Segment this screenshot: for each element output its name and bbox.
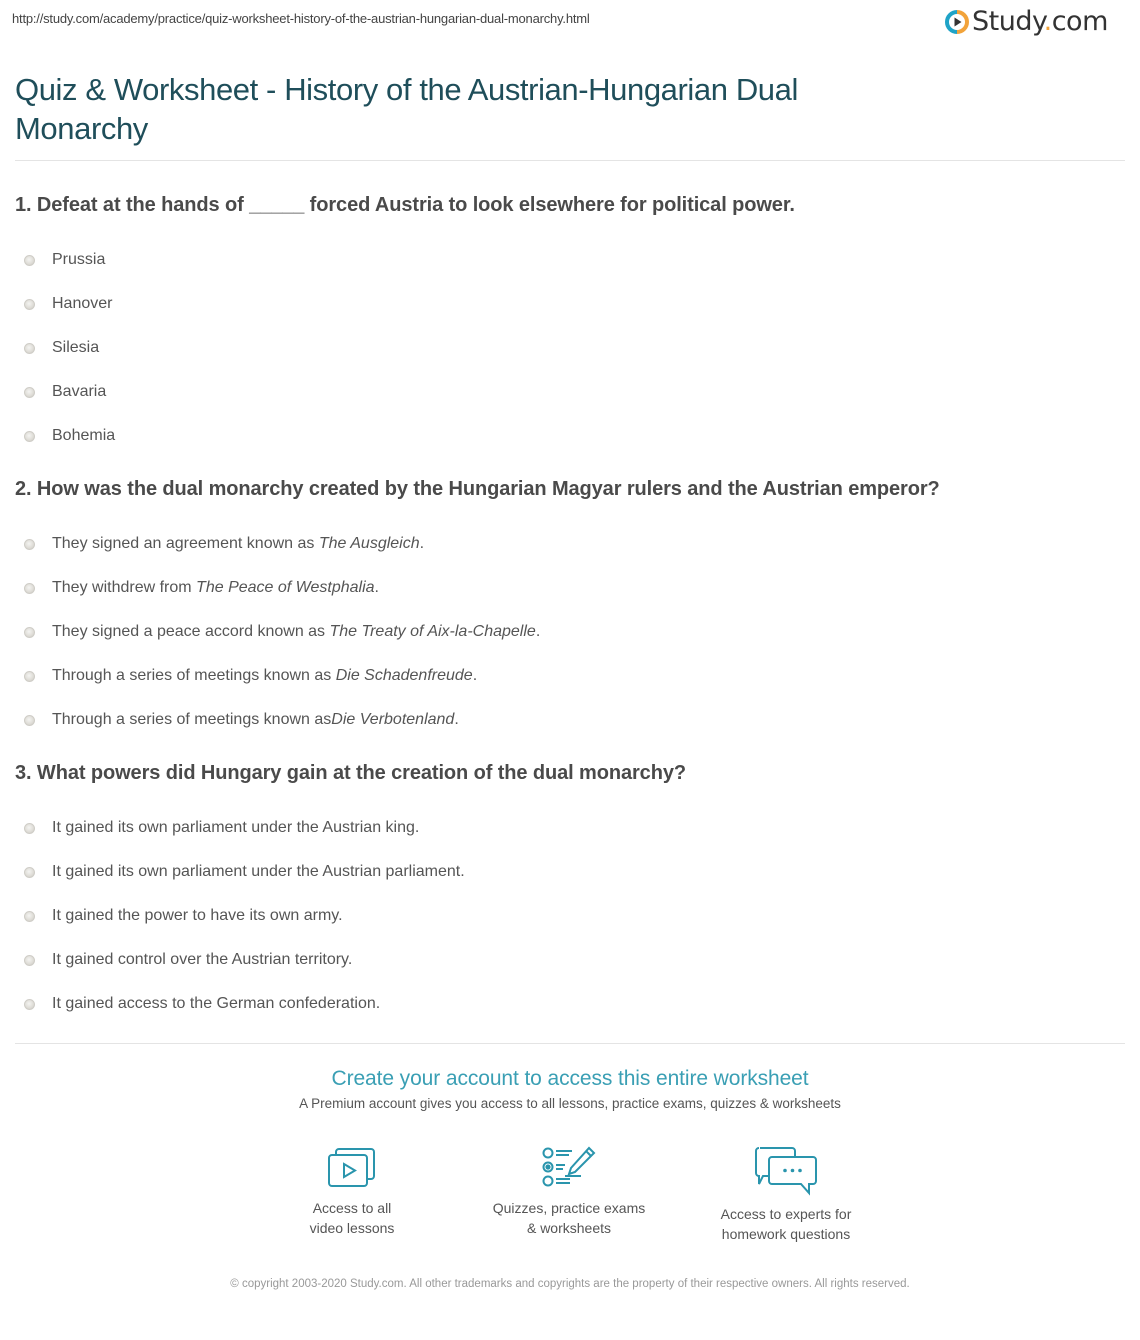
answer-option[interactable] xyxy=(15,414,1125,458)
answer-option[interactable] xyxy=(15,238,1125,282)
radio-button-icon[interactable] xyxy=(24,387,35,398)
radio-button-icon[interactable] xyxy=(24,343,35,354)
chat-bubbles-icon xyxy=(754,1146,818,1196)
answer-options xyxy=(15,522,1125,742)
radio-button-icon[interactable] xyxy=(24,627,35,638)
feature-video-lessons xyxy=(252,1146,452,1238)
play-circle-icon xyxy=(944,9,970,35)
option-label: They signed a peace accord known as The Treaty of Aix-la-Chapelle. xyxy=(52,623,541,640)
option-label: It gained control over the Austrian territory. xyxy=(52,951,353,968)
feature-experts xyxy=(686,1146,886,1244)
option-label: Through a series of meetings known as Die Schadenfreude. xyxy=(52,667,478,684)
page-url: http://study.com/academy/practice/quiz-worksheet-history-of-the-austrian-hungarian-dual-monarchy.html xyxy=(12,11,590,26)
video-lessons-icon xyxy=(326,1146,378,1190)
radio-button-icon[interactable] xyxy=(24,911,35,922)
answer-option[interactable] xyxy=(15,370,1125,414)
feature-label: Access to experts for homework questions xyxy=(720,1206,852,1242)
answer-option[interactable] xyxy=(15,982,1125,1026)
premium-features xyxy=(0,1146,1140,1256)
option-label: It gained its own parliament under the Austrian king. xyxy=(52,819,420,836)
radio-button-icon[interactable] xyxy=(24,867,35,878)
option-label: They withdrew from The Peace of Westphalia. xyxy=(52,579,379,596)
answer-option[interactable] xyxy=(15,698,1125,742)
answer-option[interactable] xyxy=(15,806,1125,850)
answer-options xyxy=(15,238,1125,458)
answer-options xyxy=(15,806,1125,1026)
radio-button-icon[interactable] xyxy=(24,671,35,682)
option-label: They signed an agreement known as The Ausgleich. xyxy=(52,535,425,552)
question-2 xyxy=(15,476,1125,742)
radio-button-icon[interactable] xyxy=(24,715,35,726)
option-label: Prussia xyxy=(52,251,106,268)
option-label: Hanover xyxy=(52,295,113,312)
radio-button-icon[interactable] xyxy=(24,255,35,266)
option-label: It gained its own parliament under the Austrian parliament. xyxy=(52,863,465,880)
answer-option[interactable] xyxy=(15,566,1125,610)
question-1 xyxy=(15,192,1125,458)
feature-label: Access to all video lessons xyxy=(309,1200,395,1236)
feature-quizzes xyxy=(469,1146,669,1238)
answer-option[interactable] xyxy=(15,610,1125,654)
create-account-link[interactable]: Create your account to access this entire worksheet xyxy=(331,1067,809,1090)
radio-button-icon[interactable] xyxy=(24,823,35,834)
radio-button-icon[interactable] xyxy=(24,431,35,442)
question-3 xyxy=(15,760,1125,1026)
logo-wordmark: Study.com xyxy=(972,6,1108,37)
answer-option[interactable] xyxy=(15,894,1125,938)
radio-button-icon[interactable] xyxy=(24,955,35,966)
option-label: It gained the power to have its own army. xyxy=(52,907,343,924)
radio-button-icon[interactable] xyxy=(24,299,35,310)
option-label: Through a series of meetings known asDie Verbotenland. xyxy=(52,711,459,728)
copyright-footer: © copyright 2003-2020 Study.com. All other trademarks and copyrights are the property of their respective owners. All rights reserved. xyxy=(230,1278,910,1290)
quiz-checklist-icon xyxy=(541,1146,597,1190)
radio-button-icon[interactable] xyxy=(24,583,35,594)
answer-option[interactable] xyxy=(15,938,1125,982)
question-text: 2. How was the dual monarchy created by the Hungarian Magyar rulers and the Austrian emperor? xyxy=(15,478,940,500)
answer-option[interactable] xyxy=(15,326,1125,370)
option-label: Silesia xyxy=(52,339,100,356)
study-logo[interactable] xyxy=(944,8,1108,35)
answer-option[interactable] xyxy=(15,522,1125,566)
answer-option[interactable] xyxy=(15,850,1125,894)
answer-option[interactable] xyxy=(15,282,1125,326)
option-label: It gained access to the German confederation. xyxy=(52,995,381,1012)
question-text: 1. Defeat at the hands of _____ forced Austria to look elsewhere for political power. xyxy=(15,194,795,216)
question-text: 3. What powers did Hungary gain at the creation of the dual monarchy? xyxy=(15,762,686,784)
radio-button-icon[interactable] xyxy=(24,999,35,1010)
option-label: Bavaria xyxy=(52,383,107,400)
answer-option[interactable] xyxy=(15,654,1125,698)
radio-button-icon[interactable] xyxy=(24,539,35,550)
option-label: Bohemia xyxy=(52,427,116,444)
page-title: Quiz & Worksheet - History of the Austrian-Hungarian Dual Monarchy xyxy=(15,72,798,146)
premium-cta xyxy=(0,1064,1140,1111)
feature-label: Quizzes, practice exams & worksheets xyxy=(492,1200,646,1236)
cta-subtitle: A Premium account gives you access to all lessons, practice exams, quizzes & worksheets xyxy=(299,1096,841,1111)
cta-divider xyxy=(15,1043,1125,1044)
header-divider xyxy=(15,160,1125,161)
